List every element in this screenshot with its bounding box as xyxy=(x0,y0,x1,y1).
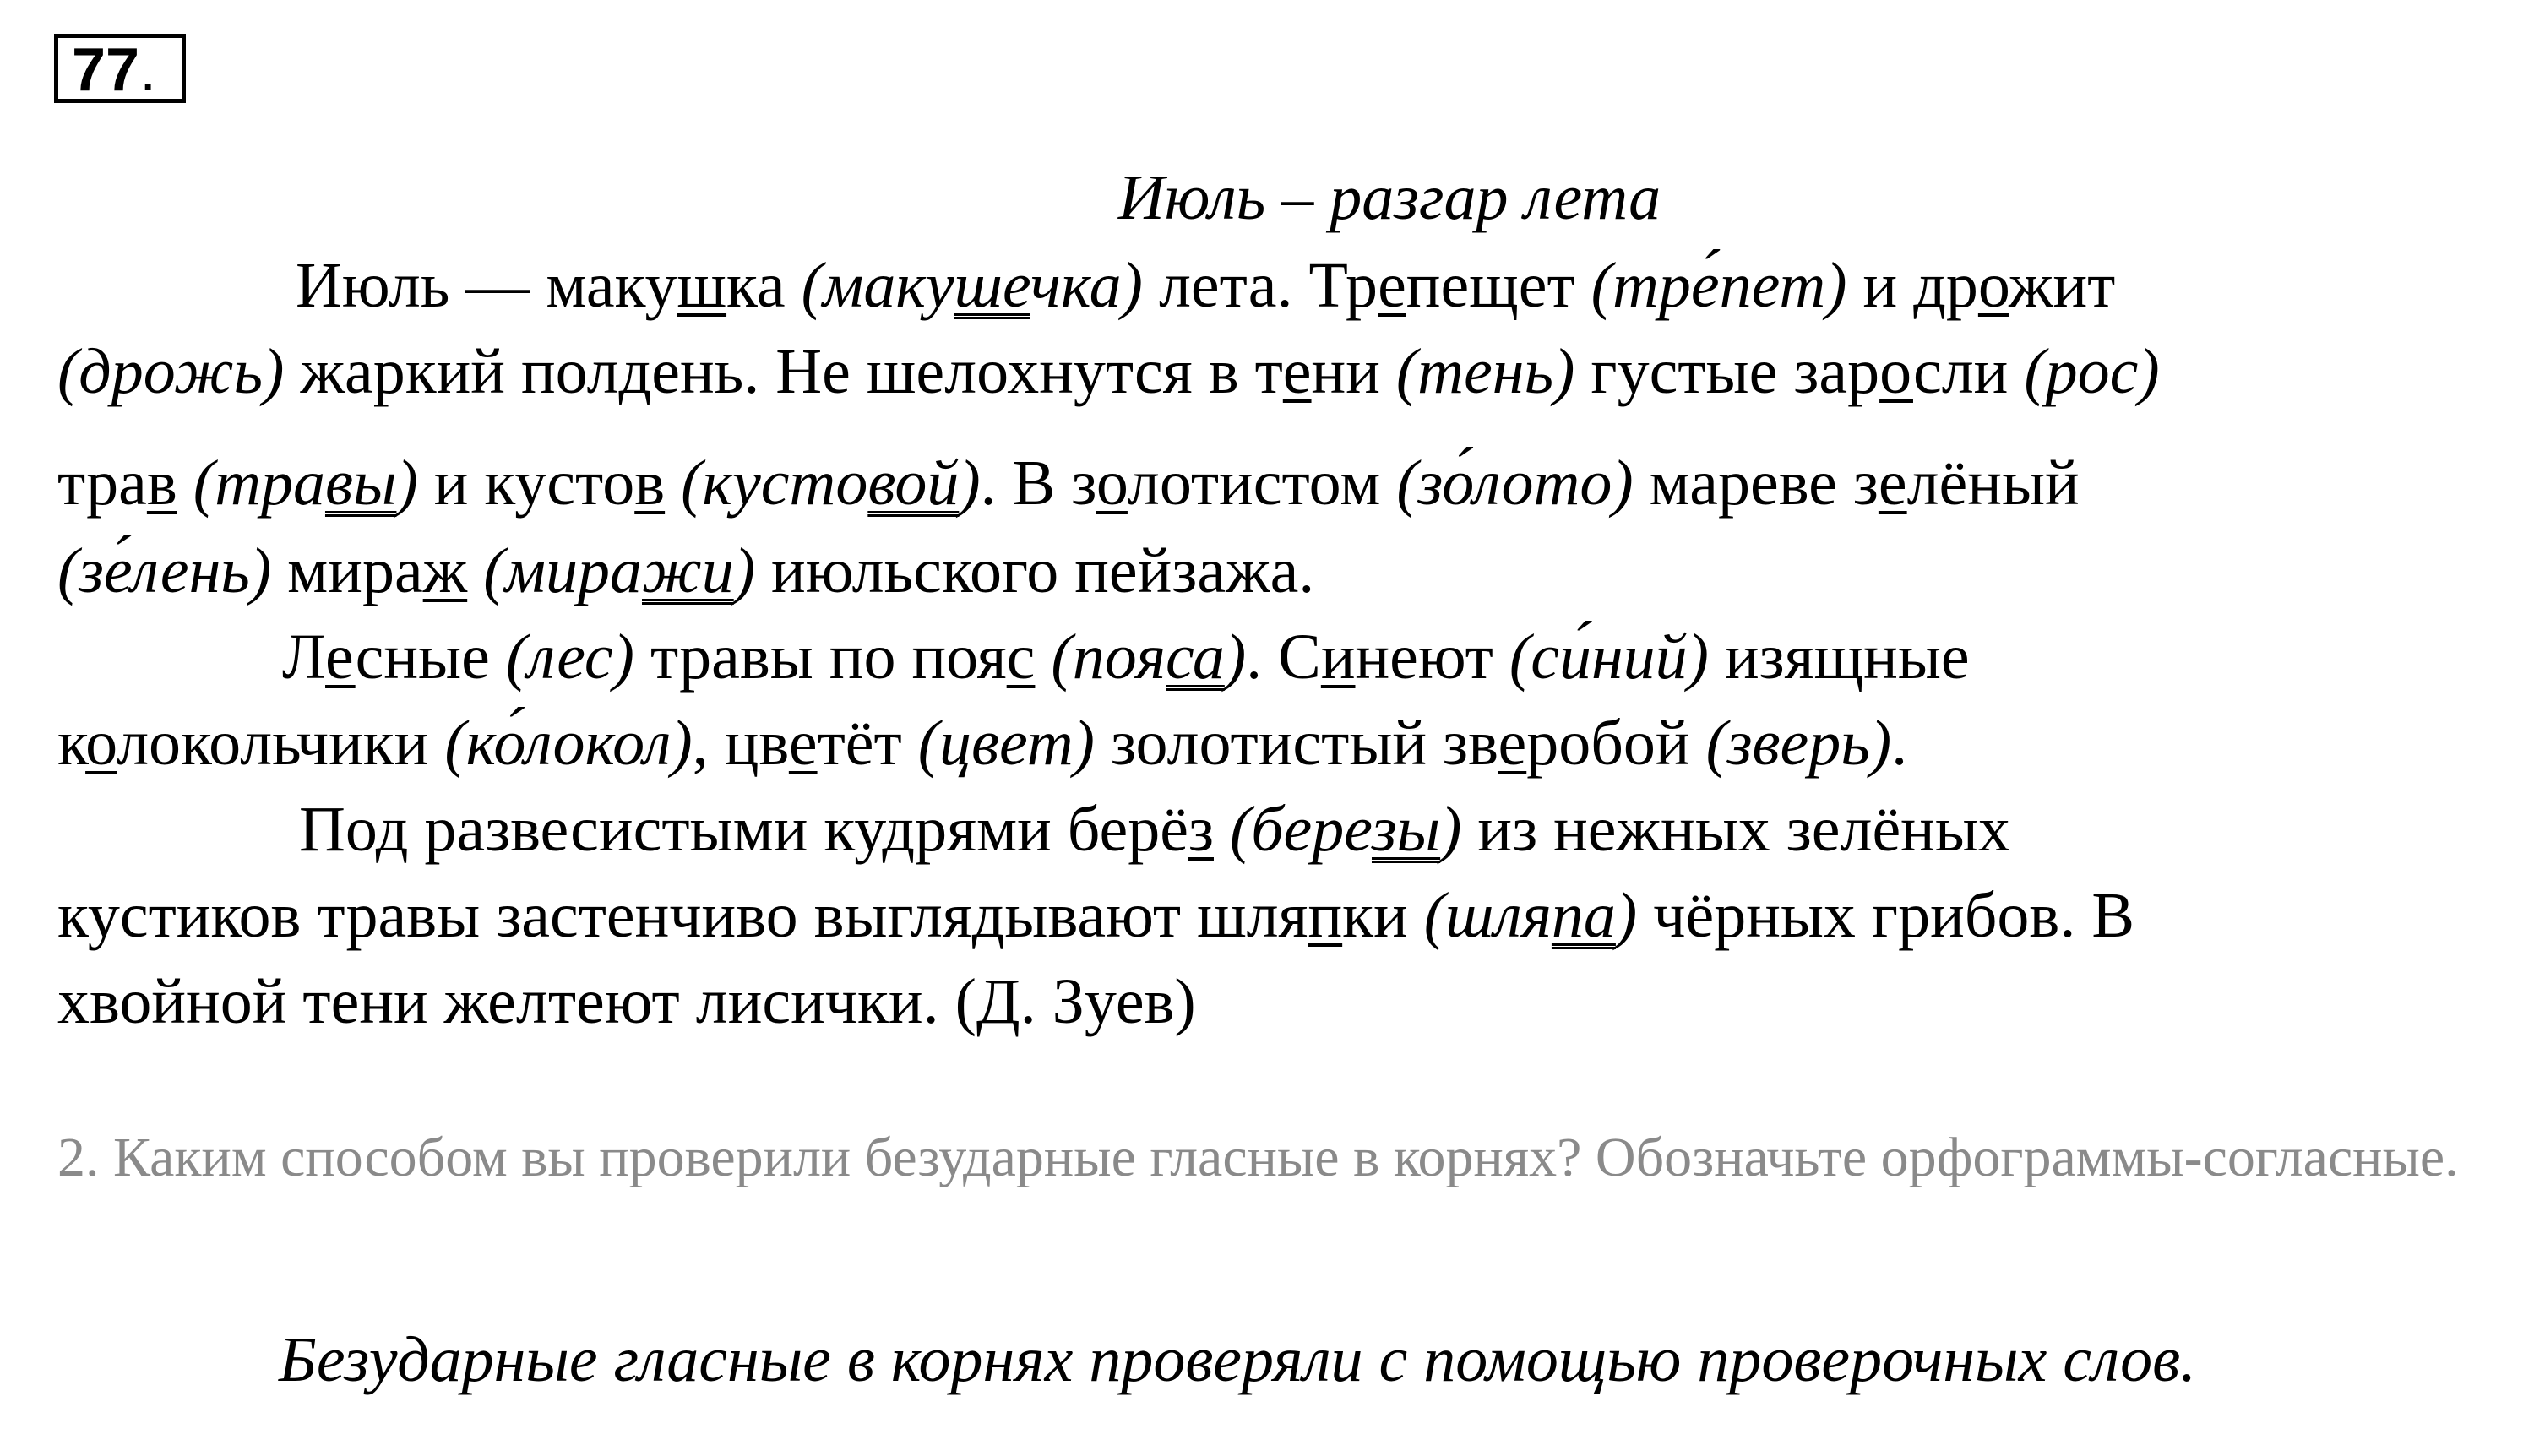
check-word-segment: (дрожь) xyxy=(57,336,285,407)
text-segment xyxy=(1214,794,1230,865)
check-word-segment: ) xyxy=(396,448,418,519)
check-word-segment: (кусто xyxy=(681,448,868,519)
text-segment: травы по поя xyxy=(634,622,1007,693)
text-segment: мареве з xyxy=(1633,448,1879,519)
question-text: 2. Каким способом вы проверили безударные гласные в корнях? Обозначьте орфограммы-согласные. xyxy=(57,1127,2459,1188)
text-segment: из нежных зелёных xyxy=(1461,794,2010,865)
exercise-number: 77 xyxy=(72,36,140,104)
text-segment: чёрных грибов. В xyxy=(1637,880,2135,951)
check-word-segment: (лес) xyxy=(505,622,634,693)
text-segment: к xyxy=(57,708,86,779)
check-word-segment: (маку xyxy=(801,250,954,321)
text-segment: . В з xyxy=(980,448,1096,519)
check-word-segment: ) xyxy=(1440,794,1462,865)
text-segment: . С xyxy=(1246,622,1321,693)
orthogram-segment: вой xyxy=(867,448,960,519)
check-word-segment: (зверь) xyxy=(1705,708,1892,779)
text-segment: ки xyxy=(1342,880,1424,951)
text-segment: ни xyxy=(1311,336,1396,407)
orthogram-segment: ше xyxy=(954,250,1030,321)
check-word-segment: (зо́лото) xyxy=(1396,448,1634,519)
text-segment: . xyxy=(1891,708,1908,779)
orthogram-segment: са xyxy=(1166,622,1225,693)
orthogram-segment: е xyxy=(1878,448,1907,519)
text-segment: Под развесистыми кудрями берё xyxy=(299,794,1188,865)
exercise-number-box xyxy=(54,34,186,103)
text-segment: робой xyxy=(1526,708,1706,779)
orthogram-segment: па xyxy=(1551,880,1616,951)
text-segment: пещет xyxy=(1406,250,1591,321)
orthogram-segment: зы xyxy=(1371,794,1441,865)
text-segment: лотистом xyxy=(1127,448,1397,519)
text-line-9 xyxy=(57,959,1196,1044)
check-word-segment: (шля xyxy=(1423,880,1552,951)
text-segment: золотистый зв xyxy=(1094,708,1498,779)
check-word-segment: ) xyxy=(1615,880,1638,951)
orthogram-segment: е xyxy=(1282,336,1312,407)
orthogram-segment: о xyxy=(1977,250,2009,321)
orthogram-segment: вы xyxy=(324,448,397,519)
text-segment xyxy=(1035,622,1051,693)
text-segment xyxy=(467,535,483,606)
text-segment: лета. Тр xyxy=(1143,250,1378,321)
check-word-segment: (тре́пет) xyxy=(1591,250,1847,321)
text-line-7 xyxy=(299,787,2010,872)
orthogram-segment: з xyxy=(1188,794,1214,865)
answer-text: Безударные гласные в корнях проверяли с помощью проверочных слов. xyxy=(279,1324,2197,1395)
check-word-segment: ) xyxy=(733,535,756,606)
check-word-segment: (цвет) xyxy=(917,708,1095,779)
exercise-number-dot: . xyxy=(139,36,157,104)
orthogram-segment: о xyxy=(1096,448,1128,519)
text-line-6 xyxy=(57,701,1907,785)
check-word-segment: (ко́локол) xyxy=(444,708,693,779)
text-segment: , цв xyxy=(692,708,789,779)
text-title: Июль – разгар лета xyxy=(1117,162,1661,233)
check-word-segment: (бере xyxy=(1229,794,1372,865)
orthogram-segment: е xyxy=(788,708,818,779)
orthogram-segment: в xyxy=(634,448,666,519)
text-segment: и кусто xyxy=(417,448,635,519)
orthogram-segment: е xyxy=(1498,708,1527,779)
text-segment: тра xyxy=(57,448,147,519)
text-segment: сные xyxy=(355,622,506,693)
orthogram-segment: с xyxy=(1006,622,1036,693)
text-segment: тёт xyxy=(817,708,918,779)
text-line-2 xyxy=(57,329,2160,414)
text-line-4 xyxy=(57,529,1314,613)
check-word-segment: (поя xyxy=(1051,622,1166,693)
orthogram-segment: е xyxy=(325,622,356,693)
check-word-segment: чка) xyxy=(1030,250,1143,321)
orthogram-segment: жи xyxy=(642,535,734,606)
text-segment: Июль — маку xyxy=(296,250,677,321)
text-segment: хвойной тени желтеют лисички. (Д. Зуев) xyxy=(57,966,1196,1037)
check-word-segment: (рос) xyxy=(2024,336,2160,407)
orthogram-segment: п xyxy=(1308,880,1343,951)
text-line-1 xyxy=(296,243,2115,328)
text-segment: густые зар xyxy=(1574,336,1880,407)
text-segment: ка xyxy=(726,250,802,321)
text-line-5 xyxy=(282,615,1970,699)
text-segment: лёный xyxy=(1906,448,2080,519)
check-word-segment: ) xyxy=(1224,622,1247,693)
check-word-segment: (мира xyxy=(483,535,642,606)
orthogram-segment: в xyxy=(146,448,177,519)
check-word-segment: (зе́лень) xyxy=(57,535,272,606)
text-segment: жаркий полдень. Не шелохнутся в т xyxy=(284,336,1283,407)
orthogram-segment: и xyxy=(1320,622,1356,693)
text-segment: июльского пейзажа. xyxy=(755,535,1315,606)
text-segment: и др xyxy=(1846,250,1978,321)
check-word-segment: ) xyxy=(959,448,981,519)
text-segment: сли xyxy=(1912,336,2025,407)
text-segment xyxy=(665,448,681,519)
text-segment xyxy=(177,448,193,519)
text-segment: мира xyxy=(271,535,423,606)
text-segment: кустиков травы застенчиво выглядывают шля xyxy=(57,880,1308,951)
text-segment: жит xyxy=(2008,250,2116,321)
text-segment: изящные xyxy=(1708,622,1970,693)
orthogram-segment: ш xyxy=(677,250,727,321)
check-word-segment: (тра xyxy=(193,448,325,519)
text-segment: неют xyxy=(1355,622,1509,693)
check-word-segment: (тень) xyxy=(1395,336,1575,407)
orthogram-segment: е xyxy=(1378,250,1406,321)
orthogram-segment: о xyxy=(1879,336,1913,407)
orthogram-segment: ж xyxy=(422,535,468,606)
text-segment: Л xyxy=(282,622,326,693)
orthogram-segment: о xyxy=(85,708,117,779)
text-line-3 xyxy=(57,441,2080,525)
text-line-8 xyxy=(57,873,2134,958)
text-segment: локольчики xyxy=(117,708,445,779)
check-word-segment: (си́ний) xyxy=(1509,622,1709,693)
